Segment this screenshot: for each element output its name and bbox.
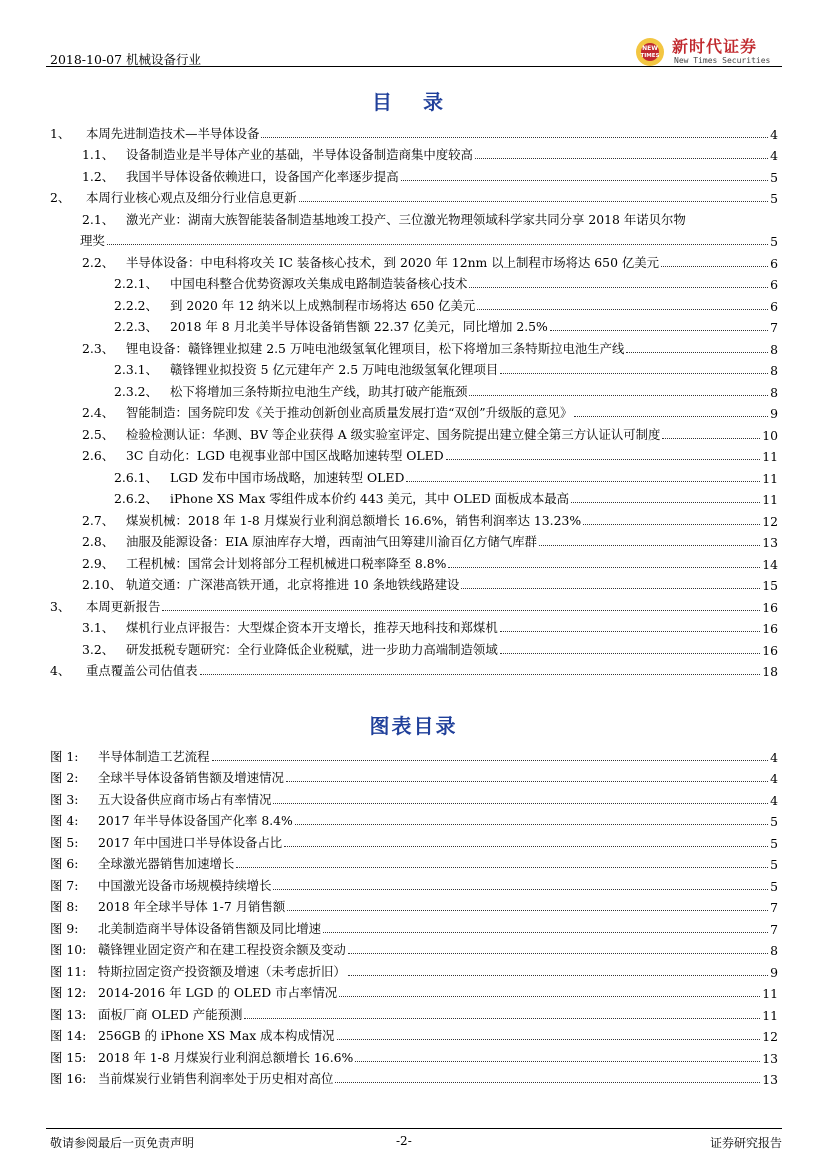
toc-entry-page: 6	[770, 255, 778, 271]
footer-disclaimer[interactable]: 敬请参阅最后一页免责声明	[50, 1136, 195, 1150]
figure-entry[interactable]	[46, 915, 778, 937]
toc-leader-dots	[539, 545, 760, 546]
figure-entry-number: 图 10:	[50, 942, 87, 957]
logo-mark-line2: TIMES	[640, 53, 660, 59]
toc-entry-page: 9	[770, 406, 778, 421]
figure-entry-number: 图 11:	[50, 963, 87, 979]
toc-entry[interactable]	[46, 357, 778, 379]
toc-entry[interactable]	[46, 271, 778, 293]
toc-leader-dots	[661, 266, 768, 267]
toc-entry[interactable]	[46, 593, 778, 615]
figure-entry-number: 图 5:	[50, 834, 79, 850]
toc-entry[interactable]	[46, 292, 778, 314]
figure-entry-page: 4	[770, 771, 778, 786]
figure-entry-number: 图 1:	[50, 748, 79, 764]
toc-entry[interactable]	[46, 142, 778, 164]
figure-entry-text: 半导体制造工艺流程	[98, 748, 210, 764]
toc-entry-text: 赣锋锂业拟投资 5 亿元建年产 2.5 万吨电池级氢氧化锂项目	[170, 362, 499, 377]
figure-leader-dots	[335, 1082, 760, 1083]
figure-entry[interactable]	[46, 765, 778, 787]
toc-entry-page: 14	[762, 556, 778, 572]
toc-entry-page: 10	[762, 427, 778, 443]
figure-entry[interactable]	[46, 808, 778, 830]
toc-leader-dots	[571, 502, 760, 503]
figure-entry-number: 图 13:	[50, 1006, 87, 1022]
toc-entry[interactable]	[46, 314, 778, 336]
company-logo	[632, 34, 782, 70]
figure-entry-page: 13	[762, 1072, 778, 1087]
toc-entry[interactable]	[46, 120, 778, 142]
toc-entry-text: 轨道交通：广深港高铁开通，北京将推进 10 条地铁线路建设	[126, 577, 460, 592]
figure-entry-text: 2018 年 1-8 月煤炭行业利润总额增长 16.6%	[98, 1049, 354, 1065]
figure-entry-page: 5	[770, 814, 778, 829]
toc-leader-dots	[500, 373, 768, 374]
toc-entry-number: 2.2.1、	[114, 276, 158, 291]
toc-entry-page: 18	[762, 664, 778, 679]
figure-leader-dots	[212, 760, 769, 761]
toc-leader-dots	[475, 158, 768, 159]
figure-entry[interactable]	[46, 980, 778, 1002]
figure-entry-number: 图 6:	[50, 856, 79, 871]
toc-entry-text: 研发抵税专题研究：全行业降低企业税赋，进一步助力高端制造领域	[126, 641, 498, 657]
toc-entry-number: 2.3、	[82, 340, 115, 356]
figure-entry-page: 8	[770, 943, 778, 958]
toc-entry[interactable]	[46, 185, 778, 207]
toc-leader-dots	[446, 459, 761, 460]
toc-entry-number: 2.2.3、	[114, 319, 158, 334]
figure-entry[interactable]	[46, 958, 778, 980]
toc-entry-number: 2、	[50, 190, 71, 205]
footer-page-number: -2-	[396, 1134, 412, 1148]
toc-entry-number: 3.1、	[82, 620, 115, 635]
toc-entry-text: 到 2020 年 12 纳米以上成熟制程市场将达 650 亿美元	[170, 297, 476, 313]
logo-mark-line1: NEW	[642, 45, 658, 52]
toc-entry[interactable]	[46, 249, 778, 271]
toc-leader-dots	[461, 588, 760, 589]
toc-entry-page: 12	[762, 513, 778, 529]
figure-leader-dots	[287, 910, 768, 911]
toc-entry-text: 锂电设备：赣锋锂业拟建 2.5 万吨电池级氢氧化锂项目，松下将增加三条特斯拉电池生产线	[126, 340, 625, 356]
figure-entry-text: 全球激光器销售加速增长	[98, 856, 235, 871]
figure-entry-text: 北美制造商半导体设备销售额及同比增速	[98, 920, 322, 936]
figure-entry-page: 5	[770, 878, 778, 894]
toc-entry[interactable]	[46, 443, 778, 465]
toc-entry-page: 5	[770, 169, 778, 185]
toc-entry[interactable]	[46, 550, 778, 572]
header-date-industry: 2018-10-07 机械设备行业	[50, 52, 202, 67]
toc-entry-number: 2.2、	[82, 254, 115, 270]
toc-entry-text: 煤炭机械：2018 年 1-8 月煤炭行业利润总额增长 16.6%，销售利润率达 13.23%	[126, 512, 582, 528]
toc-entry-page: 11	[762, 492, 778, 507]
toc-entry-number: 2.6、	[82, 448, 115, 463]
figure-entry-number: 图 4:	[50, 813, 79, 828]
toc-entry[interactable]	[46, 378, 778, 400]
footer-divider	[46, 1128, 782, 1129]
figure-entry-page: 5	[770, 857, 778, 872]
toc-leader-dots	[469, 395, 768, 396]
figure-entry-page: 13	[762, 1050, 778, 1066]
toc-entry[interactable]	[46, 335, 778, 357]
figure-leader-dots	[273, 803, 768, 804]
figure-entry-text: 2017 年中国进口半导体设备占比	[98, 834, 283, 850]
figure-leader-dots	[339, 996, 760, 997]
toc-entry[interactable]	[46, 529, 778, 551]
figure-leader-dots	[348, 953, 768, 954]
figure-entry[interactable]	[46, 1001, 778, 1023]
toc-leader-dots	[299, 201, 768, 202]
figure-entry[interactable]	[46, 937, 778, 959]
figure-entry-text: 2017 年半导体设备国产化率 8.4%	[98, 813, 293, 828]
toc-entry-page: 8	[770, 341, 778, 357]
toc-leader-dots	[200, 674, 761, 675]
toc-entry-text: 中国电科整合优势资源攻关集成电路制造装备核心技术	[170, 276, 468, 291]
toc-leader-dots	[406, 481, 760, 482]
figure-entry-text: 当前煤炭行业销售利润率处于历史相对高位	[98, 1071, 334, 1086]
figure-entry-page: 7	[770, 900, 778, 915]
toc-entry-number: 2.6.2、	[114, 491, 158, 506]
toc-leader-dots	[662, 438, 760, 439]
figure-leader-dots	[337, 1039, 761, 1040]
toc-entry-page: 16	[762, 599, 778, 615]
toc-entry-page: 8	[770, 363, 778, 378]
toc-leader-dots	[261, 137, 768, 138]
toc-entry[interactable]	[46, 636, 778, 658]
figure-entry[interactable]	[46, 1023, 778, 1045]
toc-entry-number: 3.2、	[82, 641, 115, 657]
figure-entry-text: 全球半导体设备销售额及增速情况	[98, 770, 284, 785]
figure-entry-number: 图 8:	[50, 899, 79, 914]
figure-entry-number: 图 15:	[50, 1049, 87, 1065]
toc-entry-text: 半导体设备：中电科将攻关 IC 装备核心技术，到 2020 年 12nm 以上制程市场将达 650 亿美元	[126, 254, 660, 270]
toc-entry-page: 4	[770, 126, 778, 142]
figure-entry-page: 7	[770, 921, 778, 937]
toc-leader-dots	[626, 352, 768, 353]
toc-entry-number: 2.4、	[82, 405, 115, 420]
figure-entry-number: 图 14:	[50, 1028, 87, 1043]
toc-leader-dots	[162, 610, 760, 611]
figure-entry-text: 2014-2016 年 LGD 的 OLED 市占率情况	[98, 985, 338, 1000]
toc-entry-text: 工程机械：国常会计划将部分工程机械进口税率降至 8.8%	[126, 555, 447, 571]
figure-entry[interactable]	[46, 829, 778, 851]
toc-entry[interactable]	[46, 206, 778, 228]
figure-leader-dots	[355, 1061, 760, 1062]
figure-entry-page: 11	[762, 1007, 778, 1023]
figure-entry-page: 9	[770, 964, 778, 980]
toc-entry-page: 4	[770, 148, 778, 163]
toc-entry-page: 13	[762, 535, 778, 550]
toc-leader-dots	[448, 567, 760, 568]
toc-entry[interactable]	[46, 400, 778, 422]
figure-entry-number: 图 9:	[50, 920, 79, 936]
toc-leader-dots	[583, 524, 760, 525]
toc-entry-page: 8	[770, 384, 778, 400]
toc-leader-dots	[574, 416, 768, 417]
toc-entry-continuation[interactable]	[46, 228, 778, 250]
figure-leader-dots	[284, 846, 768, 847]
table-of-contents	[46, 120, 778, 679]
toc-leader-dots	[500, 653, 761, 654]
toc-entry-number: 4、	[50, 663, 71, 678]
toc-entry-text: 我国半导体设备依赖进口，设备国产化率逐步提高	[126, 168, 399, 184]
toc-entry[interactable]	[46, 464, 778, 486]
figure-leader-dots	[236, 867, 768, 868]
figure-entry-number: 图 7:	[50, 877, 79, 893]
figure-entry-text: 赣锋锂业固定资产和在建工程投资余额及变动	[98, 942, 346, 957]
figure-entry-text: 五大设备供应商市场占有率情况	[98, 791, 272, 807]
toc-entry-text-cont: 理奖	[80, 233, 105, 248]
toc-entry-text: 本周行业核心观点及细分行业信息更新	[86, 190, 297, 205]
toc-leader-dots	[500, 631, 761, 632]
figure-leader-dots	[244, 1018, 760, 1019]
figure-entry-number: 图 3:	[50, 791, 79, 807]
toc-entry-text: LGD 发布中国市场战略，加速转型 OLED	[170, 469, 405, 485]
figure-entry[interactable]	[46, 743, 778, 765]
figure-entry[interactable]	[46, 786, 778, 808]
figure-entry[interactable]	[46, 872, 778, 894]
figure-entry-page: 4	[770, 792, 778, 808]
toc-entry-number: 1.1、	[82, 147, 115, 162]
toc-title: 目 录	[372, 90, 455, 114]
figure-entry[interactable]	[46, 894, 778, 916]
toc-entry[interactable]	[46, 163, 778, 185]
toc-entry[interactable]	[46, 507, 778, 529]
logo-english-name: New Times Securities	[674, 56, 771, 65]
logo-chinese-name: 新时代证券	[672, 37, 758, 56]
logo-emblem-icon	[632, 36, 668, 68]
figure-entry-number: 图 16:	[50, 1071, 87, 1086]
figure-entry-text: 特斯拉固定资产投资额及增速（未考虑折旧）	[98, 963, 346, 979]
toc-entry-text: 本周先进制造技术—半导体设备	[86, 125, 260, 141]
toc-entry[interactable]	[46, 572, 778, 594]
figure-entry-page: 11	[762, 986, 778, 1001]
toc-entry-page: 6	[770, 277, 778, 292]
toc-entry-number: 1.2、	[82, 168, 115, 184]
figure-list	[46, 743, 778, 1087]
toc-entry-page: 6	[770, 298, 778, 314]
header-divider	[46, 66, 782, 67]
toc-leader-dots	[469, 287, 768, 288]
figure-leader-dots	[323, 932, 768, 933]
toc-entry-text: iPhone XS Max 零组件成本价约 443 美元，其中 OLED 面板成本最高	[170, 491, 570, 506]
toc-entry-page: 7	[770, 320, 778, 335]
toc-entry-text: 智能制造：国务院印发《关于推动创新创业高质量发展打造“双创”升级版的意见》	[126, 405, 573, 420]
toc-entry-text: 松下将增加三条特斯拉电池生产线，助其打破产能瓶颈	[170, 383, 468, 399]
toc-leader-dots	[477, 309, 768, 310]
toc-entry-number: 2.9、	[82, 555, 115, 571]
page-header	[46, 37, 782, 72]
toc-entry[interactable]	[46, 658, 778, 680]
toc-entry-number: 2.7、	[82, 512, 115, 528]
toc-entry-page: 15	[762, 578, 778, 593]
toc-entry-number: 2.6.1、	[114, 469, 158, 485]
toc-entry-text: 检验检测认证：华测、BV 等企业获得 A 级实验室评定、国务院提出建立健全第三方认证认可制度	[126, 426, 661, 442]
toc-entry-text: 煤机行业点评报告：大型煤企资本开支增长，推荐天地科技和郑煤机	[126, 620, 498, 635]
toc-entry-page: 11	[762, 470, 778, 486]
figure-leader-dots	[295, 824, 768, 825]
toc-entry-number: 1、	[50, 125, 71, 141]
figure-entry-page: 4	[770, 749, 778, 765]
figure-entry-text: 面板厂商 OLED 产能预测	[98, 1006, 243, 1022]
figure-entry[interactable]	[46, 1044, 778, 1066]
figure-entry-text: 中国激光设备市场规模持续增长	[98, 877, 272, 893]
figure-list-title: 图表目录	[369, 714, 458, 738]
toc-entry-text: 2018 年 8 月北美半导体设备销售额 22.37 亿美元，同比增加 2.5%	[170, 319, 548, 334]
toc-entry-number: 2.8、	[82, 534, 115, 549]
figure-leader-dots	[273, 889, 768, 890]
figure-entry-text: 256GB 的 iPhone XS Max 成本构成情况	[98, 1028, 335, 1043]
toc-entry-number: 2.10、	[82, 577, 122, 592]
toc-entry-number: 2.5、	[82, 426, 115, 442]
toc-entry-page: 16	[762, 642, 778, 658]
toc-entry-number: 2.2.2、	[114, 297, 158, 313]
figure-entry-page: 12	[762, 1029, 778, 1044]
toc-entry[interactable]	[46, 615, 778, 637]
toc-entry-text: 油服及能源设备：EIA 原油库存大增，西南油气田筹建川渝百亿方储气库群	[126, 534, 537, 549]
toc-entry-number: 2.3.2、	[114, 383, 158, 399]
figure-entry[interactable]	[46, 1066, 778, 1088]
toc-entry-number: 2.3.1、	[114, 362, 158, 377]
footer-report-type: 证券研究报告	[709, 1136, 782, 1150]
toc-leader-dots	[107, 244, 768, 245]
toc-entry-page: 5	[770, 234, 778, 249]
toc-leader-dots	[401, 180, 769, 181]
figure-entry-text: 2018 年全球半导体 1-7 月销售额	[98, 899, 286, 914]
toc-entry-text: 激光产业：湖南大族智能装备制造基地竣工投产、三位激光物理领域科学家共同分享 2018 年诺贝尔物	[126, 211, 686, 227]
toc-entry-number: 2.1、	[82, 211, 115, 227]
toc-entry-page: 11	[762, 449, 778, 464]
toc-entry-number: 3、	[50, 598, 71, 614]
toc-entry-page: 16	[762, 621, 778, 636]
toc-leader-dots	[550, 330, 768, 331]
toc-entry[interactable]	[46, 421, 778, 443]
toc-entry-text: 设备制造业是半导体产业的基础，半导体设备制造商集中度较高	[126, 147, 473, 162]
toc-entry-text: 本周更新报告	[86, 598, 161, 614]
figure-entry-number: 图 2:	[50, 770, 79, 785]
figure-entry-page: 5	[770, 835, 778, 851]
toc-entry-text: 重点覆盖公司估值表	[86, 663, 198, 678]
figure-leader-dots	[348, 975, 768, 976]
figure-leader-dots	[286, 781, 768, 782]
toc-entry-text: 3C 自动化：LGD 电视事业部中国区战略加速转型 OLED	[126, 448, 444, 463]
toc-entry-page: 5	[770, 191, 778, 206]
figure-entry[interactable]	[46, 851, 778, 873]
figure-entry-number: 图 12:	[50, 985, 87, 1000]
toc-entry[interactable]	[46, 486, 778, 508]
